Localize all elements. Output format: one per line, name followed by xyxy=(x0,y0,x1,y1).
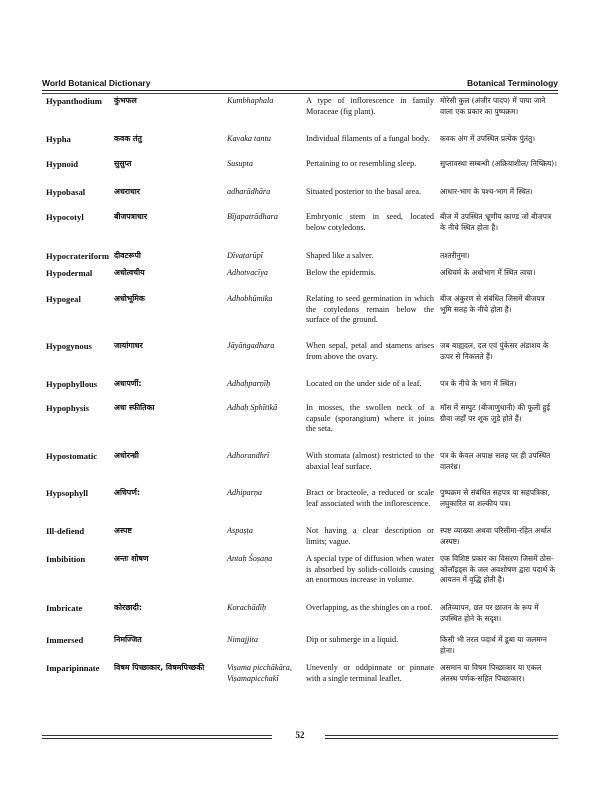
entry-transliteration: Adhaḥparṇīḥ xyxy=(227,379,271,388)
entry-transliteration: Korachādīḥ xyxy=(227,603,267,612)
entry-hindi-definition: एक विशिष्ट प्रकार का विसरण जिसमें ठोस-कोलॉइड्स के जल अवशोषण द्वारा पदार्थ के आयतन में वृद्धि होती है। xyxy=(440,554,556,584)
entry-hindi-definition: मॉस में सम्पुट (बीजाणुधानी) की फूली हुई ग्रीवा जहाँ पर शूक जुड़े होते हैं। xyxy=(440,403,551,423)
entry-transliteration: Adhotvacīya xyxy=(227,268,268,277)
header-book-title: World Botanical Dictionary xyxy=(42,78,151,88)
entry-definition: Shaped like a salver. xyxy=(306,251,374,260)
entry-definition: Embryonic stem in seed, located below cotyledons. xyxy=(306,212,434,232)
entry-hindi-definition: कवक अंग में उपस्थित प्रत्येक पुंतंतु। xyxy=(440,134,535,143)
entry-definition: In mosses, the swollen neck of a capsule (sporangium) where it joins the seta. xyxy=(306,403,434,433)
entry-definition: A special type of diffusion when water is absorbed by solids-colloids causing an enormous increase in volume. xyxy=(306,554,434,584)
entry-transliteration: adharādhāra xyxy=(227,187,271,196)
entry-hindi-term: सुसुप्त xyxy=(114,159,132,168)
header-section-title: Botanical Terminology xyxy=(467,78,558,88)
entry-term: Hypostomatic xyxy=(46,451,98,461)
entry-term: Imparipinnate xyxy=(46,663,100,673)
entry-hindi-definition: बीज में उपस्थित भ्रूणीय काण्ड जो बीजपत्र के नीचे स्थित होता है। xyxy=(440,212,552,232)
entry-transliteration: Adhiparṇa xyxy=(227,488,263,497)
entry-definition: With stomata (almost) restricted to the abaxial leaf surface. xyxy=(306,451,434,471)
entry-transliteration: Antaḥ Śoṣaṇa xyxy=(227,554,273,563)
entry-hindi-term: कुंभफल xyxy=(114,96,137,105)
entry-term: Hypanthodium xyxy=(46,96,102,106)
entry-hindi-definition: पत्र के केवल अपाक्ष सतह पर ही उपस्थित वातरंध्र। xyxy=(440,451,551,471)
entry-transliteration: Jāyāṅgadhara xyxy=(227,341,275,350)
entry-definition: Not having a clear description or limits; vague. xyxy=(306,526,434,546)
entry-hindi-term: दीवटरूपी xyxy=(114,251,141,260)
entry-definition: Relating to seed germination in which the cotyledons remain below the surface of the ground. xyxy=(306,294,434,324)
entry-hindi-definition: स्पष्ट व्याख्या अथवा परिसीमा-रहित अर्थात अस्पष्ट। xyxy=(440,526,552,546)
entry-term: Hypobasal xyxy=(46,187,86,197)
entry-transliteration: Susupta xyxy=(227,159,253,168)
entry-hindi-term: कवक तंतु xyxy=(114,134,142,143)
entry-hindi-term: अधोत्वचीय xyxy=(114,268,145,277)
entry-term: Hypocotyl xyxy=(46,212,84,222)
entry-transliteration: Bījapatrādhara xyxy=(227,212,278,221)
entry-transliteration: Viṣama picchākāra, Viṣamapicchakī xyxy=(227,663,292,683)
entry-term: Hypha xyxy=(46,134,71,144)
entry-hindi-definition: जब बाह्यदल, दल एवं पुंकेसर अंडाशय के ऊपर से निकलते हैं। xyxy=(440,341,549,361)
entry-term: Hypophyllous xyxy=(46,379,98,389)
entry-term: Ill-defiend xyxy=(46,526,85,536)
entry-hindi-definition: बीज अंकुरण से संबंधित जिसमें बीजपत्र भूमि सतह के नीचे होता है। xyxy=(440,294,545,314)
entry-hindi-term: जायांगाधर xyxy=(114,341,143,350)
footer-rule-left-2 xyxy=(42,738,272,739)
entry-definition: When sepal, petal and stamens arises from above the ovary. xyxy=(306,341,434,361)
entry-hindi-term: अधोरन्ध्री xyxy=(114,451,139,460)
entry-hindi-definition: पत्र के नीचे के भाग में स्थित। xyxy=(440,379,517,388)
entry-hindi-term: निमज्जित xyxy=(114,635,142,644)
entry-term: Hypsophyll xyxy=(46,488,89,498)
entry-hindi-term: अधःपर्णी: xyxy=(114,379,142,388)
footer-rule-right-2 xyxy=(325,738,558,739)
entry-transliteration: Adhorandhrī xyxy=(227,451,270,460)
entry-definition: Individual filaments of a fungal body. xyxy=(306,134,430,143)
running-header xyxy=(42,76,558,90)
entry-hindi-definition: आधार-भाग के पश्च-भाग में स्थित। xyxy=(440,187,533,196)
entry-hindi-term: विषम पिच्छाकार, विषमपिच्छकी xyxy=(114,663,205,672)
entry-hindi-definition: तश्तरीनुमा। xyxy=(440,251,470,260)
footer-rule-right xyxy=(325,735,558,736)
entry-hindi-term: अस्पष्ट xyxy=(114,526,132,535)
entry-term: Hypnoid xyxy=(46,159,79,169)
entry-definition: Located on the under side of a leaf. xyxy=(306,379,422,388)
entry-definition: Below the epidermis. xyxy=(306,268,376,277)
entry-term: Imbricate xyxy=(46,603,83,613)
entry-term: Hypocrateriform xyxy=(46,251,109,261)
entry-term: Hypogynous xyxy=(46,341,92,351)
entry-hindi-term: अधिपर्ण: xyxy=(114,488,140,497)
entry-transliteration: Kumbhaphala xyxy=(227,96,274,105)
entry-definition: Pertaining to or resembling sleep. xyxy=(306,159,417,168)
entry-transliteration: Nimajjita xyxy=(227,635,258,644)
entry-definition: Unevenly or oddpinnate or pinnate with a single terminal leaflet. xyxy=(306,663,434,683)
entry-hindi-term: अन्तः शोषण xyxy=(114,554,149,563)
entry-hindi-term: अधराधार xyxy=(114,187,140,196)
entry-hindi-definition: अतिव्यापन, छत पर छाजन के रूप में उपस्थित होने के सदृश। xyxy=(440,603,539,623)
entry-hindi-term: कोरछादी: xyxy=(114,603,142,612)
entry-definition: Situated posterior to the basal area. xyxy=(306,187,422,196)
header-rule-thin xyxy=(42,93,558,94)
entry-hindi-definition: असमान या विषम पिच्छाकार या एकल अंतस्थ पर्णक-सहित पिच्छाकार। xyxy=(440,663,542,683)
entry-term: Hypophysis xyxy=(46,403,89,413)
entry-term: Immersed xyxy=(46,635,84,645)
entry-hindi-definition: मोरेसी कुल (अंजीर पादप) में पाया जाने वाला एक प्रकार का पुष्पक्रम। xyxy=(440,96,546,116)
entry-term: Hypodermal xyxy=(46,268,93,278)
entry-term: Imbibition xyxy=(46,554,86,564)
entry-transliteration: Aspaṣṭa xyxy=(227,526,253,535)
entry-hindi-term: अधोभूमिक xyxy=(114,294,145,303)
entry-definition: Overlapping, as the shingles on a roof. xyxy=(306,603,433,612)
header-rule xyxy=(42,90,558,91)
entry-hindi-definition: पुष्पक्रम से संबंधित सहपत्र या सहपत्रिका, लघुकारित या शल्कीय पत्र। xyxy=(440,488,550,508)
entry-definition: A type of inflorescence in family Moraceae (fig plant). xyxy=(306,96,434,116)
entry-definition: Bract or bracteole, a reduced or scale leaf associated with the inflorescence. xyxy=(306,488,434,508)
entry-hindi-definition: किसी भी तरल पदार्थ में डूबा या जलमग्न होना। xyxy=(440,635,547,655)
page-number: 52 xyxy=(295,730,305,740)
entry-transliteration: Adhobhūmika xyxy=(227,294,273,303)
entry-transliteration: Kavaka tantu xyxy=(227,134,271,143)
entry-hindi-definition: सुप्तावस्था सम्बन्धी (अक्रियाशील/ निष्क्रिय)। xyxy=(440,159,557,168)
entry-hindi-definition: अधिचर्म के अधोभाग में स्थित त्वचा। xyxy=(440,268,536,277)
entry-transliteration: Dīvaṭarūpī xyxy=(227,251,263,260)
entry-transliteration: Adhaḥ Sphītikā xyxy=(227,403,278,412)
entry-hindi-term: बीजपत्राधार xyxy=(114,212,148,221)
footer-rule-left xyxy=(42,735,272,736)
entry-term: Hypogeal xyxy=(46,294,81,304)
entry-hindi-term: अधः स्फीतिका xyxy=(114,403,155,412)
entry-definition: Dip or submerge in a liquid. xyxy=(306,635,399,644)
